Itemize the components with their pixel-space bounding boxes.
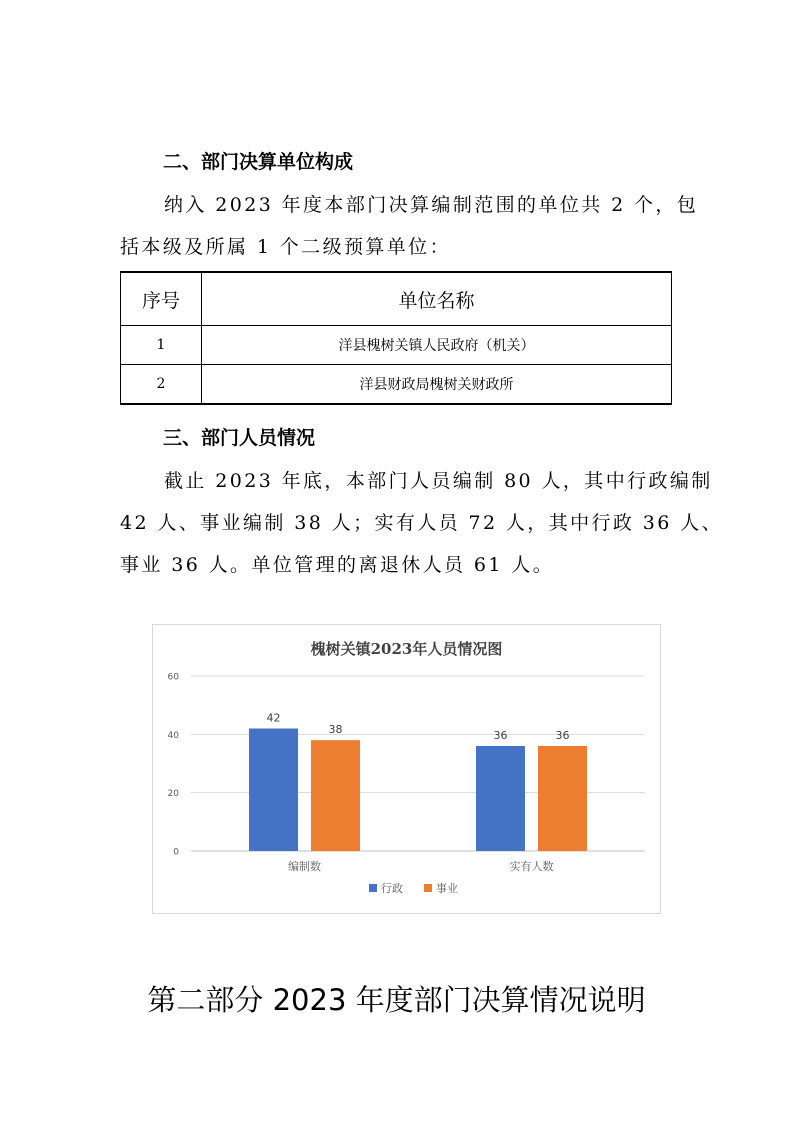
- cell-unit-name: 洋县财政局槐树关财政所: [202, 365, 672, 405]
- data-label: 36: [493, 729, 508, 742]
- staff-chart: [152, 624, 661, 914]
- column-header-unit-name: 单位名称: [202, 272, 672, 326]
- y-tick-label: 0: [173, 847, 179, 858]
- table-header-row: [121, 272, 672, 326]
- legend-label: 行政: [381, 882, 403, 895]
- section2-heading: 二、部门决算单位构成: [163, 151, 354, 173]
- table-row: [121, 365, 672, 405]
- cell-unit-name: 洋县槐树关镇人民政府（机关）: [202, 326, 672, 365]
- column-header-index: 序号: [121, 272, 202, 326]
- part-title: 第二部分 2023 年度部门决算情况说明: [147, 983, 646, 1017]
- chart-svg: [153, 625, 660, 913]
- paragraph-line: 括本级及所属 1 个二级预算单位：: [120, 236, 451, 258]
- data-label: 38: [328, 723, 343, 737]
- paragraph-line: 纳入 2023 年度本部门决算编制范围的单位共 2 个，包: [164, 194, 699, 216]
- paragraph-line: 事业 36 人。单位管理的离退休人员 61 人。: [120, 554, 555, 576]
- legend-swatch: [424, 884, 432, 892]
- x-tick-label: 编制数: [288, 860, 321, 873]
- section3-heading: 三、部门人员情况: [163, 427, 316, 449]
- cell-index: 1: [121, 326, 202, 365]
- table-row: [121, 326, 672, 365]
- legend-label: 事业: [436, 882, 458, 895]
- x-tick-label: 实有人数: [509, 860, 554, 873]
- bar: [476, 746, 525, 851]
- chart-title: 槐树关镇2023年人员情况图: [310, 640, 503, 658]
- bar: [311, 740, 360, 851]
- y-tick-label: 60: [167, 672, 179, 683]
- data-label: 42: [266, 711, 281, 725]
- bar: [249, 729, 298, 852]
- unit-table: [120, 271, 672, 405]
- y-tick-label: 20: [167, 789, 179, 800]
- legend-swatch: [369, 884, 377, 892]
- bar: [538, 746, 587, 851]
- cell-index: 2: [121, 365, 202, 405]
- paragraph-line: 截止 2023 年底，本部门人员编制 80 人，其中行政编制: [164, 470, 713, 492]
- y-tick-label: 40: [167, 730, 179, 741]
- data-label: 36: [555, 729, 570, 742]
- paragraph-line: 42 人、事业编制 38 人；实有人员 72 人，其中行政 36 人、: [120, 512, 723, 534]
